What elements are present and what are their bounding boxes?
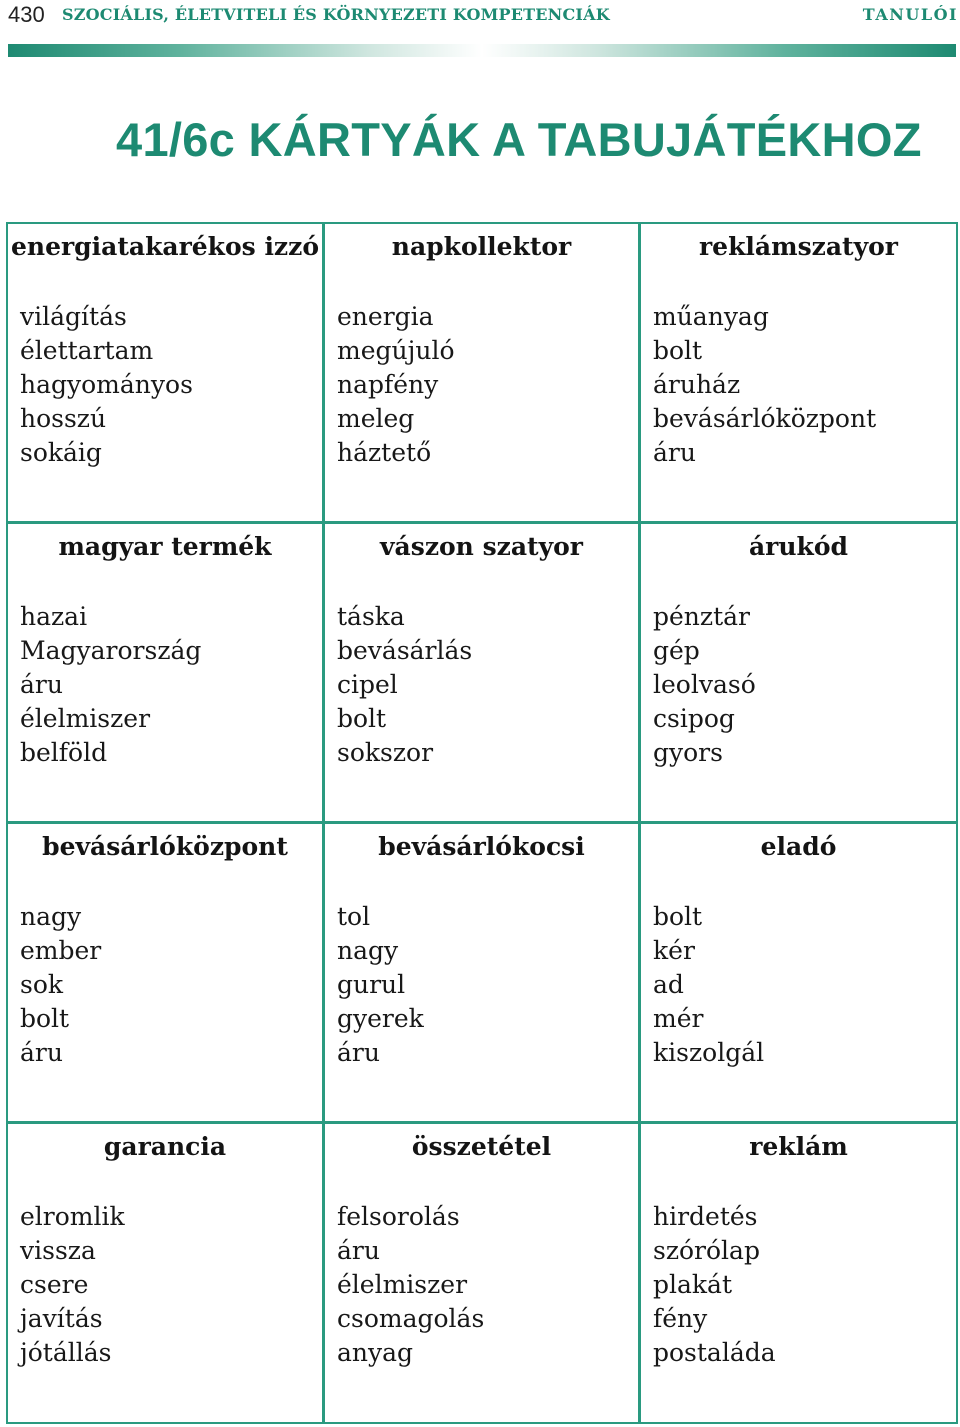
page-title: 41/6c KÁRTYÁK A TABUJÁTÉKHOZ	[116, 113, 922, 166]
taboo-word: hosszú	[20, 404, 107, 433]
taboo-word: bevásárlás	[337, 636, 473, 665]
taboo-word-list	[337, 1200, 484, 1370]
taboo-word: leolvasó	[653, 670, 756, 699]
taboo-word: nagy	[20, 902, 82, 931]
taboo-word: gyerek	[337, 1004, 424, 1033]
page-number: 430	[8, 2, 45, 27]
taboo-word: bolt	[653, 336, 703, 365]
taboo-word: plakát	[653, 1270, 733, 1299]
card-word: napkollektor	[391, 232, 572, 261]
taboo-word: bevásárlóközpont	[653, 404, 877, 433]
taboo-word: energia	[337, 302, 434, 331]
taboo-word: vissza	[20, 1236, 96, 1265]
taboo-word: csipog	[653, 704, 735, 733]
taboo-word: bolt	[20, 1004, 70, 1033]
taboo-word: sokszor	[337, 738, 434, 767]
taboo-word: hazai	[20, 602, 88, 631]
taboo-word: áru	[337, 1236, 380, 1265]
section-label: TANULÓI	[862, 5, 958, 24]
card-word: energiatakarékos izzó	[10, 232, 320, 261]
taboo-word: áruház	[653, 370, 741, 399]
taboo-word: napfény	[337, 370, 439, 399]
card-word: bevásárlóközpont	[42, 832, 288, 861]
taboo-word: csere	[20, 1270, 89, 1299]
taboo-word: áru	[337, 1038, 380, 1067]
taboo-word: ad	[653, 970, 684, 999]
taboo-word: elromlik	[20, 1202, 125, 1231]
card-word: reklám	[749, 1132, 848, 1161]
taboo-word: élelmiszer	[20, 704, 151, 733]
taboo-word-list	[653, 900, 764, 1070]
section-title: SZOCIÁLIS, ÉLETVITELI ÉS KÖRNYEZETI KOMPETENCIÁK	[62, 5, 610, 24]
taboo-card	[325, 524, 641, 824]
taboo-word: gép	[653, 636, 700, 665]
taboo-word: gurul	[337, 970, 406, 999]
taboo-word: anyag	[337, 1338, 414, 1367]
card-word: bevásárlókocsi	[378, 832, 585, 861]
taboo-word: fény	[653, 1304, 708, 1333]
taboo-word: pénztár	[653, 602, 750, 631]
header-divider	[8, 44, 956, 57]
taboo-card	[8, 524, 325, 824]
taboo-word: gyors	[653, 738, 723, 767]
taboo-word: hagyományos	[20, 370, 193, 399]
taboo-word: cipel	[337, 670, 398, 699]
taboo-word: kiszolgál	[653, 1038, 765, 1067]
card-word: árukód	[748, 532, 849, 561]
taboo-word: táska	[337, 602, 405, 631]
taboo-word-list	[20, 1200, 125, 1370]
taboo-card	[641, 824, 956, 1124]
taboo-word-list	[653, 1200, 776, 1370]
taboo-word-list	[653, 300, 876, 470]
taboo-word: Magyarország	[20, 636, 202, 665]
taboo-word: szórólap	[653, 1236, 760, 1265]
taboo-word: élettartam	[20, 336, 154, 365]
taboo-word: hirdetés	[653, 1202, 758, 1231]
taboo-word: világítás	[20, 302, 127, 331]
card-word: reklámszatyor	[699, 232, 898, 261]
taboo-card	[325, 824, 641, 1124]
taboo-word: élelmiszer	[337, 1270, 468, 1299]
card-word: eladó	[760, 832, 837, 861]
taboo-word-list	[20, 600, 201, 770]
taboo-word: sokáig	[20, 438, 102, 467]
taboo-word: megújuló	[337, 336, 455, 365]
taboo-card	[8, 1124, 325, 1422]
taboo-word: tol	[337, 902, 371, 931]
card-grid	[6, 222, 958, 1424]
taboo-word: meleg	[337, 404, 415, 433]
taboo-card	[641, 524, 956, 824]
taboo-word: bolt	[337, 704, 387, 733]
taboo-word: áru	[20, 1038, 63, 1067]
taboo-word: csomagolás	[337, 1304, 485, 1333]
taboo-word: mér	[653, 1004, 704, 1033]
taboo-word: háztető	[337, 438, 432, 467]
taboo-word: áru	[653, 438, 696, 467]
taboo-word-list	[653, 600, 756, 770]
card-word: vászon szatyor	[380, 532, 583, 561]
taboo-word: bolt	[653, 902, 703, 931]
taboo-word-list	[337, 300, 455, 470]
taboo-word-list	[20, 300, 193, 470]
taboo-card	[641, 1124, 956, 1422]
card-word: magyar termék	[58, 532, 272, 561]
page-header	[8, 0, 958, 30]
card-word: összetétel	[411, 1132, 552, 1161]
taboo-word: áru	[20, 670, 63, 699]
card-word: garancia	[103, 1132, 227, 1161]
taboo-word: javítás	[20, 1304, 103, 1333]
taboo-word-list	[337, 600, 472, 770]
taboo-word: sok	[20, 970, 64, 999]
taboo-word: műanyag	[653, 302, 769, 331]
taboo-card	[8, 824, 325, 1124]
taboo-card	[641, 224, 956, 524]
taboo-word: nagy	[337, 936, 399, 965]
taboo-card	[8, 224, 325, 524]
taboo-word: belföld	[20, 738, 108, 767]
taboo-word: jótállás	[20, 1338, 112, 1367]
taboo-word-list	[20, 900, 101, 1070]
taboo-word: felsorolás	[337, 1202, 460, 1231]
taboo-word: postaláda	[653, 1338, 776, 1367]
taboo-word: kér	[653, 936, 695, 965]
taboo-card	[325, 1124, 641, 1422]
taboo-card	[325, 224, 641, 524]
taboo-word: ember	[20, 936, 102, 965]
taboo-word-list	[337, 900, 424, 1070]
